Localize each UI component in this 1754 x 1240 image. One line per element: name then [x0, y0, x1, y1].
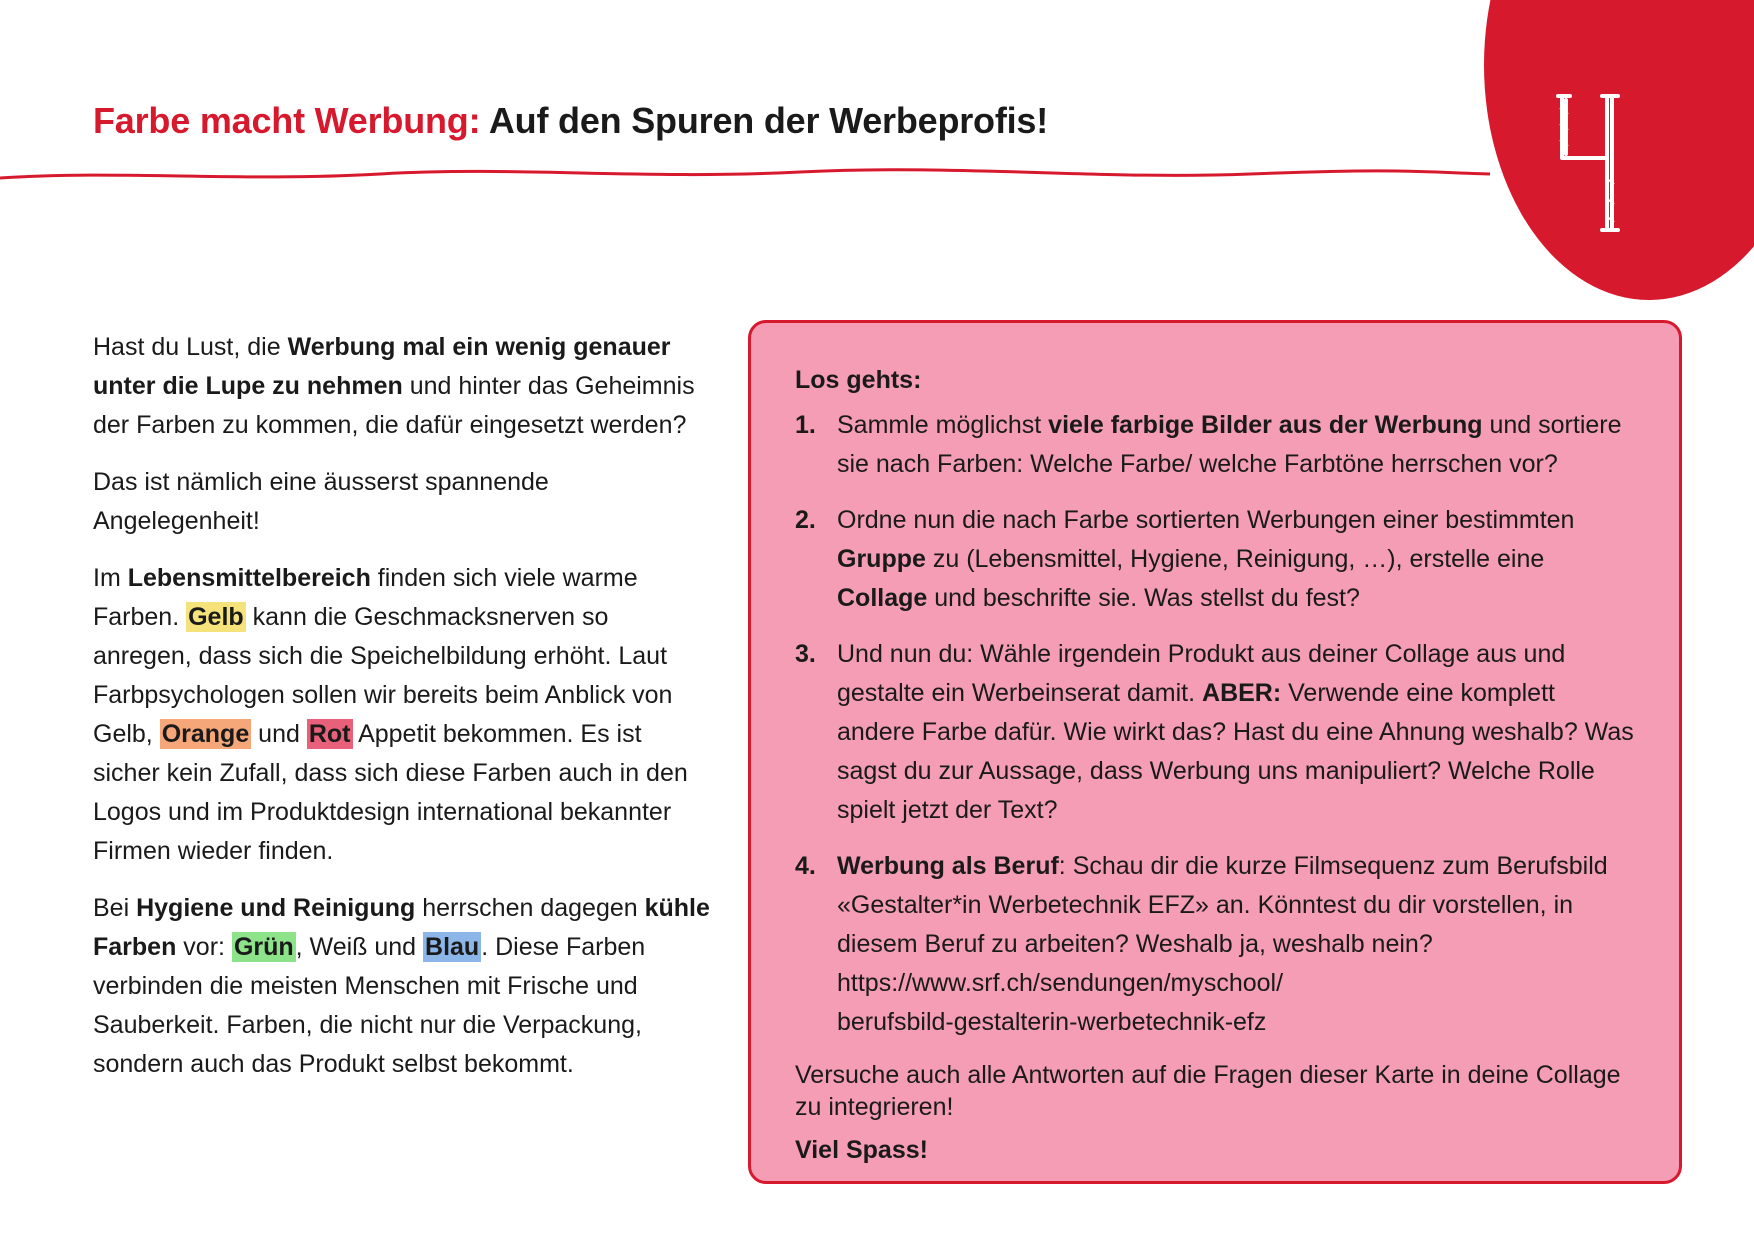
text-run: vor:: [176, 933, 232, 961]
text-run: Sammle möglichst: [837, 411, 1049, 439]
task-number: 2.: [795, 506, 816, 534]
task-item: [795, 406, 1639, 484]
text-run: . Diese Farben verbinden die meisten Menschen mit Frische und Sauberkeit. Farben, die nicht nur die Verpackung, sondern auch das Produkt selbst bekommt.: [93, 933, 646, 1078]
task-text: [837, 501, 1639, 618]
text-run: Im: [93, 564, 128, 592]
intro-paragraph-3: [93, 559, 713, 871]
emphasis: Hygiene und Reinigung: [136, 894, 416, 922]
highlight-yellow: Gelb: [188, 603, 244, 631]
intro-paragraph-4: [93, 889, 713, 1084]
highlight-blue: Blau: [425, 933, 480, 961]
emphasis: Lebensmittelbereich: [127, 564, 371, 592]
task-item: [795, 847, 1639, 1042]
text-run: Ordne nun die nach Farbe sortierten Werbungen einer bestimmten: [837, 506, 1575, 534]
emphasis: Werbung mal ein wenig genauer unter die Lupe zu nehmen: [93, 333, 671, 400]
text-run: und beschrifte sie. Was stellst du fest?: [927, 584, 1360, 612]
task-text: [837, 406, 1639, 484]
text-run: zu (Lebensmittel, Hygiene, Reinigung, …), erstelle eine: [925, 545, 1545, 573]
text-run: : Schau dir die kurze Filmsequenz zum Berufsbild «Gestalter*in Werbetechnik EFZ» an. Könntest du dir vorstellen, in diesem Beruf zu arbeiten? Weshalb ja, weshalb nein?: [837, 852, 1608, 958]
text-run: und sortiere sie nach Farben: Welche Farbe/ welche Farbtöne herrschen vor?: [837, 411, 1622, 478]
title-accent: Farbe macht Werbung:: [93, 100, 481, 141]
task-list: [795, 406, 1639, 1042]
task-box: [748, 320, 1682, 1184]
task-box-heading: Los gehts:: [795, 366, 922, 394]
text-run: Bei: [93, 894, 137, 922]
emphasis: viele farbige Bilder aus der Werbung: [1048, 411, 1483, 439]
farewell-text: Viel Spass!: [795, 1136, 928, 1164]
text-run: finden sich viele warme Farben.: [93, 564, 638, 631]
wavy-divider: [0, 160, 1490, 190]
emphasis: Collage: [837, 584, 928, 612]
task-item: [795, 501, 1639, 618]
emphasis: Werbung als Beruf: [837, 852, 1059, 880]
emphasis: Gruppe: [837, 545, 926, 573]
text-run: Und nun du: Wähle irgendein Produkt aus deiner Collage aus und gestalte ein Werbeinserat damit.: [837, 640, 1566, 707]
task-text: [837, 635, 1639, 830]
task-number: 1.: [795, 411, 816, 439]
title-rest: Auf den Spuren der Werbeprofis!: [480, 100, 1049, 141]
task-text: [837, 847, 1639, 1042]
text-run: Hast du Lust, die: [93, 333, 288, 361]
text-run: Verwende eine komplett andere Farbe dafür. Wie wirkt das? Hast du eine Ahnung weshalb? Was sagst du zur Aussage, dass Werbung uns manipuliert? Welche Rolle spielt jetzt der Text?: [837, 679, 1634, 824]
url-link[interactable]: https://www.srf.ch/sendungen/myschool/: [837, 969, 1284, 997]
url-link-continued[interactable]: berufsbild-gestalterin-werbetechnik-efz: [837, 1008, 1267, 1036]
emphasis: kühle Farben: [93, 894, 710, 961]
highlight-green: Grün: [233, 933, 294, 961]
text-run: Appetit bekommen. Es ist sicher kein Zufall, dass sich diese Farben auch in den Logos und im Produktdesign international bekannter Firmen wieder finden.: [93, 720, 688, 865]
highlight-red: Rot: [308, 720, 351, 748]
task-item: [795, 635, 1639, 830]
task-number: 3.: [795, 640, 816, 668]
text-run: und: [251, 720, 307, 748]
closing-text: Versuche auch alle Antworten auf die Fragen dieser Karte in deine Collage zu integrieren!: [795, 1061, 1621, 1121]
card-number-4-graphic: [1552, 88, 1632, 238]
intro-paragraph-1: [93, 328, 713, 445]
task-number: 4.: [795, 852, 816, 880]
text-run: , Weiß und: [295, 933, 424, 961]
text-run: kann die Geschmacksnerven so anregen, dass sich die Speichelbildung erhöht. Laut Farbpsychologen sollen wir bereits beim Anblick von Gelb,: [93, 603, 673, 748]
emphasis: ABER:: [1202, 679, 1282, 707]
text-run: herrschen dagegen: [415, 894, 645, 922]
text-run: und hinter das Geheimnis der Farben zu kommen, die dafür eingesetzt werden?: [93, 372, 695, 439]
intro-paragraph-2: Das ist nämlich eine äusserst spannende Angelegenheit!: [93, 468, 549, 535]
page-title: [93, 100, 1048, 142]
intro-text: [93, 328, 713, 1102]
highlight-orange: Orange: [161, 720, 250, 748]
